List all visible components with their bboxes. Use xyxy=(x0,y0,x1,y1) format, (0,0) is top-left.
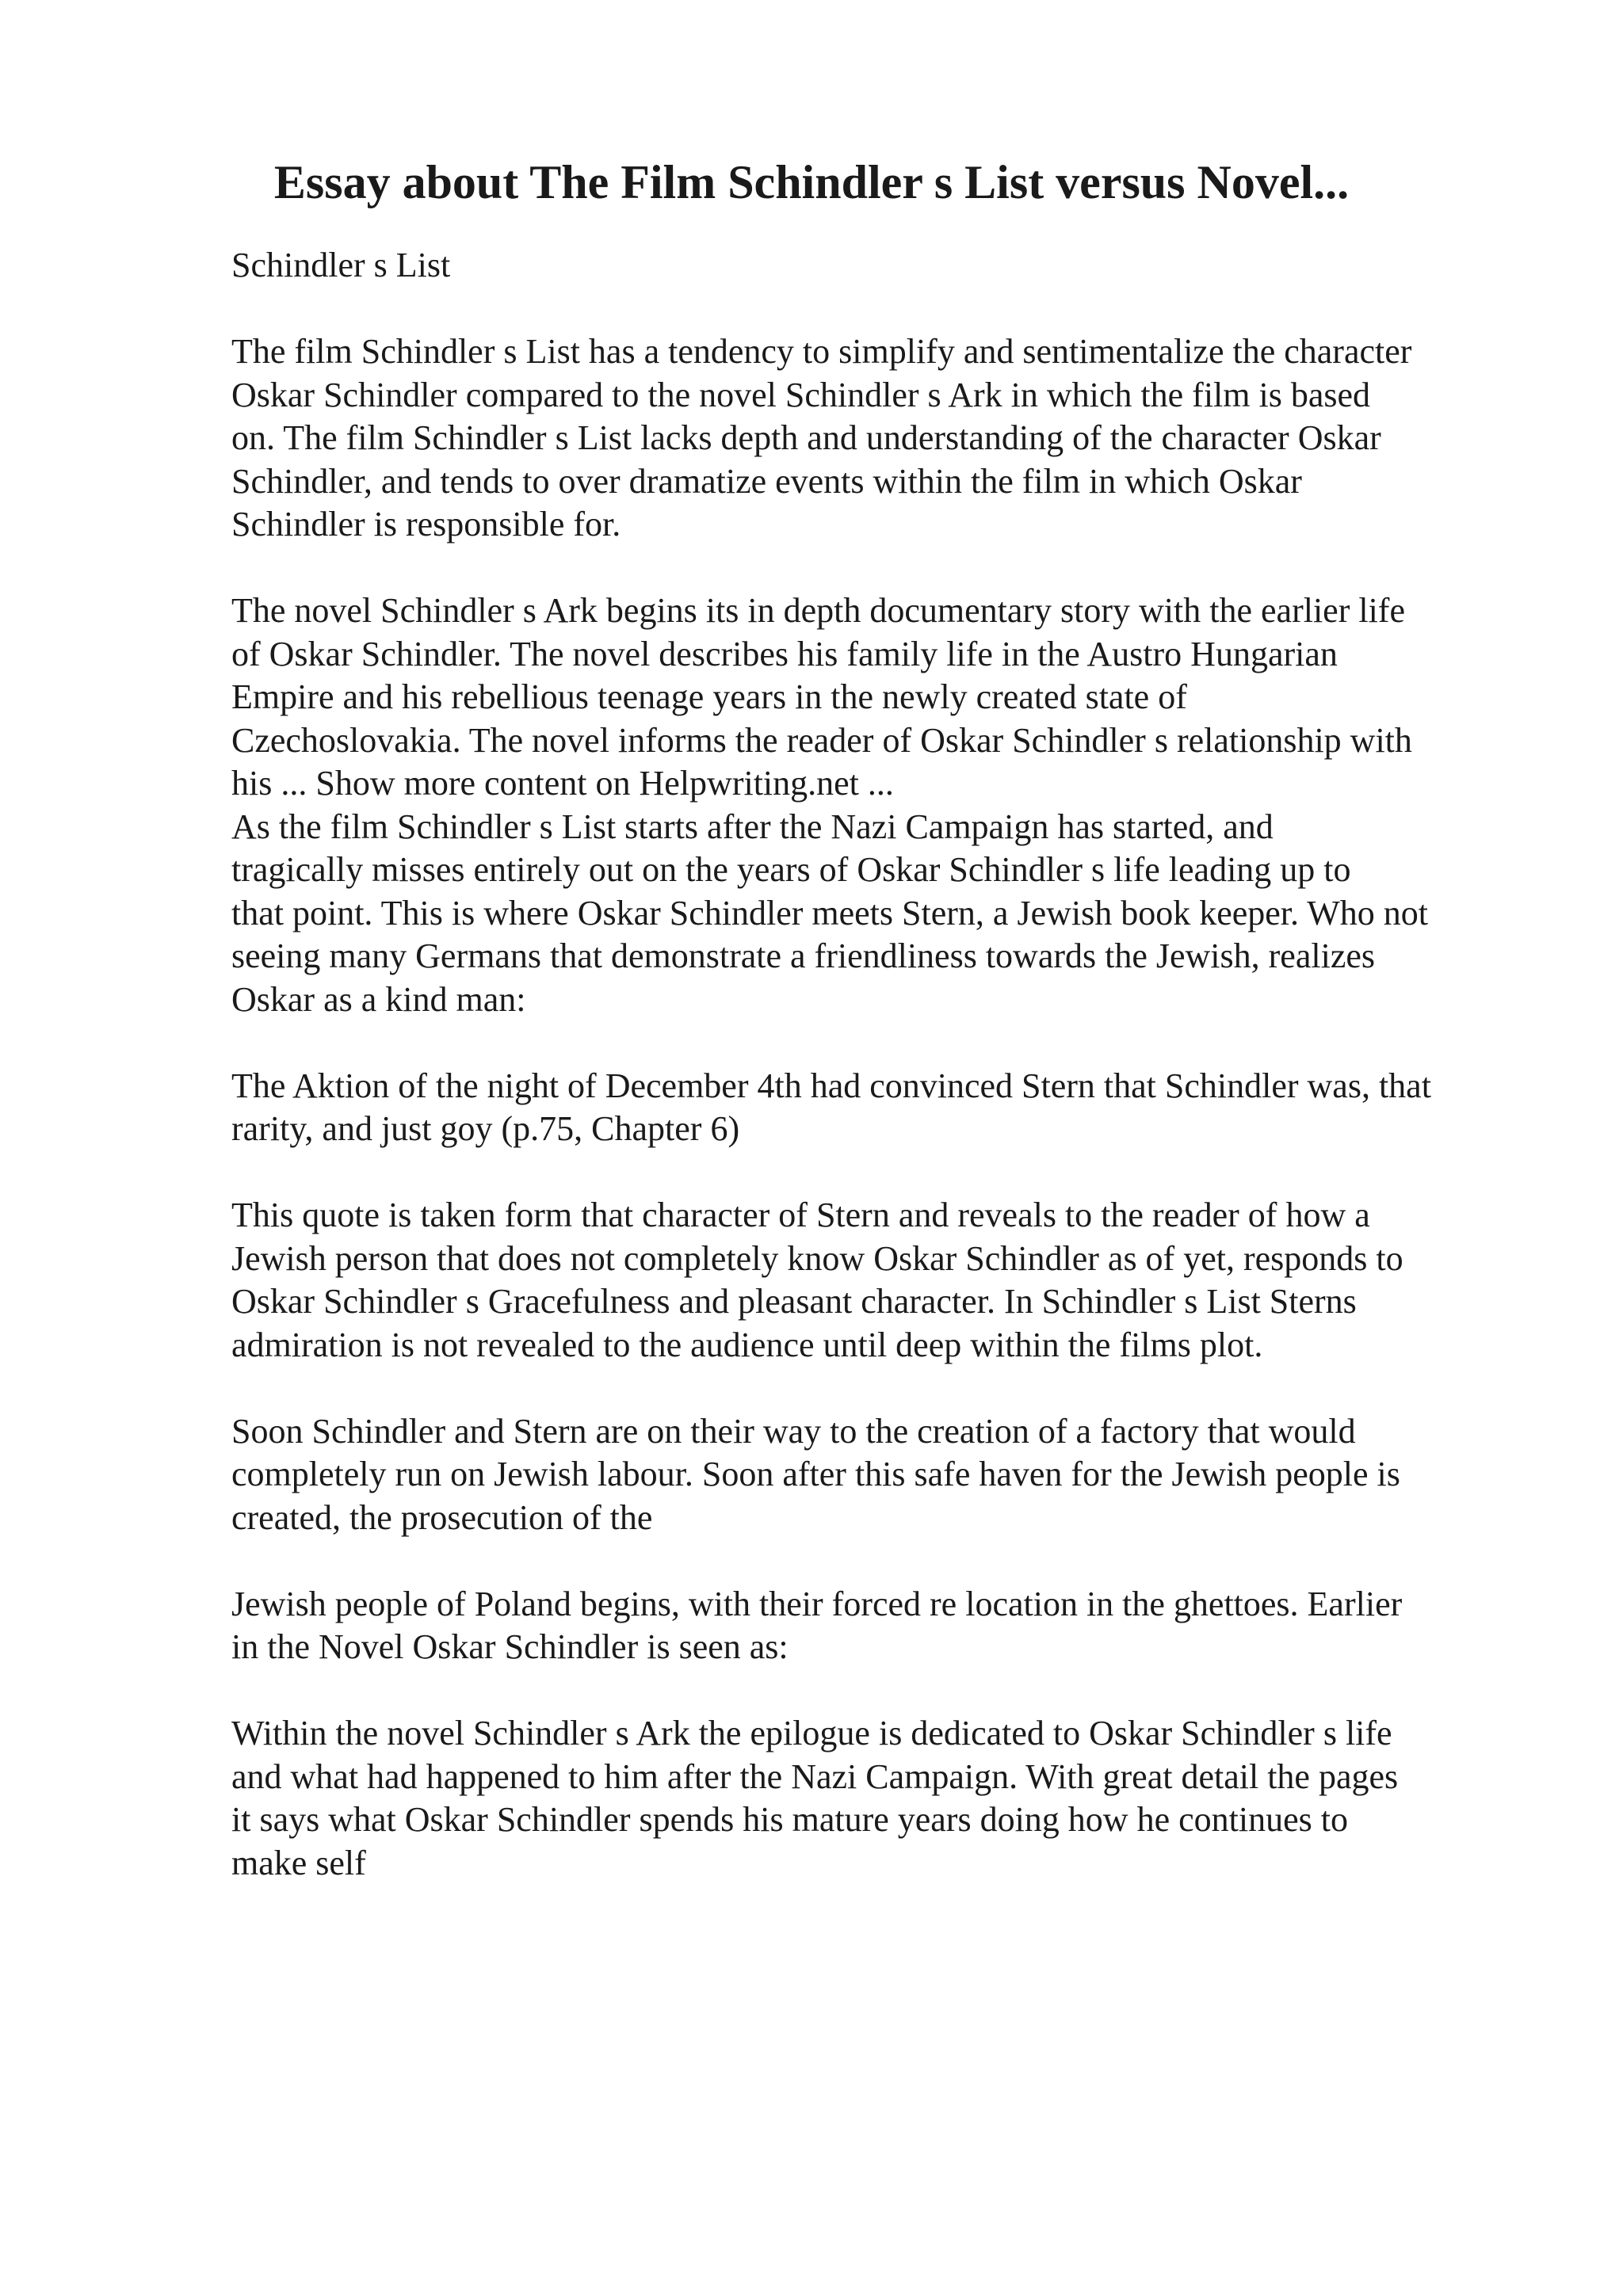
paragraph-5 xyxy=(231,1410,1531,1540)
paragraph-line: Oskar Schindler s Gracefulness and pleasant character. In Schindler s List Sterns xyxy=(231,1282,1357,1321)
paragraph-line: Jewish person that does not completely know Oskar Schindler as of yet, responds to xyxy=(231,1238,1403,1278)
document-subtitle xyxy=(231,244,1531,288)
paragraph-line: that point. This is where Oskar Schindler meets Stern, a Jewish book keeper. Who not xyxy=(231,893,1428,933)
paragraph-line: Oskar as a kind man: xyxy=(231,979,526,1019)
paragraph-gap xyxy=(231,1669,1531,1713)
document-body xyxy=(231,244,1531,1885)
paragraph-6 xyxy=(231,1583,1531,1669)
show-more-line: his ... Show more content on Helpwriting.net ... xyxy=(231,764,894,803)
paragraph-line: As the film Schindler s List starts after the Nazi Campaign has started, and xyxy=(231,807,1274,846)
subtitle-line: Schindler s List xyxy=(231,246,451,284)
paragraph-line: Schindler, and tends to over dramatize events within the film in which Oskar xyxy=(231,461,1302,501)
paragraph-line: it says what Oskar Schindler spends his mature years doing how he continues to xyxy=(231,1800,1348,1839)
paragraph-line: make self xyxy=(231,1843,366,1882)
paragraph-7 xyxy=(231,1712,1531,1885)
paragraph-line: in the Novel Oskar Schindler is seen as: xyxy=(231,1627,789,1666)
document-title: Essay about The Film Schindler s List versus Novel... xyxy=(273,156,1350,208)
paragraph-line: Czechoslovakia. The novel informs the reader of Oskar Schindler s relationship with xyxy=(231,720,1412,760)
paragraph-line: rarity, and just goy (p.75, Chapter 6) xyxy=(231,1109,740,1148)
paragraph-line: seeing many Germans that demonstrate a friendliness towards the Jewish, realizes xyxy=(231,936,1375,975)
paragraph-4 xyxy=(231,1194,1531,1367)
paragraph-line: This quote is taken form that character of Stern and reveals to the reader of how a xyxy=(231,1196,1370,1234)
paragraph-line: Within the novel Schindler s Ark the epilogue is dedicated to Oskar Schindler s life xyxy=(231,1714,1392,1753)
paragraph-line: and what had happened to him after the Nazi Campaign. With great detail the pages xyxy=(231,1756,1399,1796)
paragraph-line: The novel Schindler s Ark begins its in depth documentary story with the earlier life xyxy=(231,591,1405,630)
paragraph-line: The Aktion of the night of December 4th had convinced Stern that Schindler was, that xyxy=(231,1066,1431,1105)
paragraph-line: created, the prosecution of the xyxy=(231,1497,653,1537)
paragraph-gap xyxy=(231,1367,1531,1410)
paragraph-line: The film Schindler s List has a tendency to simplify and sentimentalize the character xyxy=(231,332,1412,371)
paragraph-gap xyxy=(231,1539,1531,1583)
paragraph-gap xyxy=(231,547,1531,590)
paragraph-line: Empire and his rebellious teenage years in the newly created state of xyxy=(231,677,1187,716)
paragraph-line: Schindler is responsible for. xyxy=(231,505,621,543)
paragraph-1 xyxy=(231,330,1531,547)
paragraph-line: on. The film Schindler s List lacks depth and understanding of the character Oskar xyxy=(231,418,1381,457)
paragraph-line: tragically misses entirely out on the years of Oskar Schindler s life leading up to xyxy=(231,850,1351,889)
paragraph-gap xyxy=(231,1021,1531,1065)
quote-paragraph xyxy=(231,1065,1531,1151)
paragraph-line: Soon Schindler and Stern are on their way to the creation of a factory that would xyxy=(231,1411,1356,1451)
paragraph-line: admiration is not revealed to the audience until deep within the films plot. xyxy=(231,1325,1263,1364)
paragraph-gap xyxy=(231,288,1531,331)
paragraph-gap xyxy=(231,1151,1531,1195)
paragraph-2 xyxy=(231,589,1531,1021)
paragraph-line: Oskar Schindler compared to the novel Schindler s Ark in which the film is based xyxy=(231,375,1371,414)
paragraph-line: of Oskar Schindler. The novel describes his family life in the Austro Hungarian xyxy=(231,634,1338,673)
paragraph-line: Jewish people of Poland begins, with their forced re location in the ghettoes. Earlier xyxy=(231,1584,1403,1623)
paragraph-line: completely run on Jewish labour. Soon after this safe haven for the Jewish people is xyxy=(231,1455,1400,1493)
